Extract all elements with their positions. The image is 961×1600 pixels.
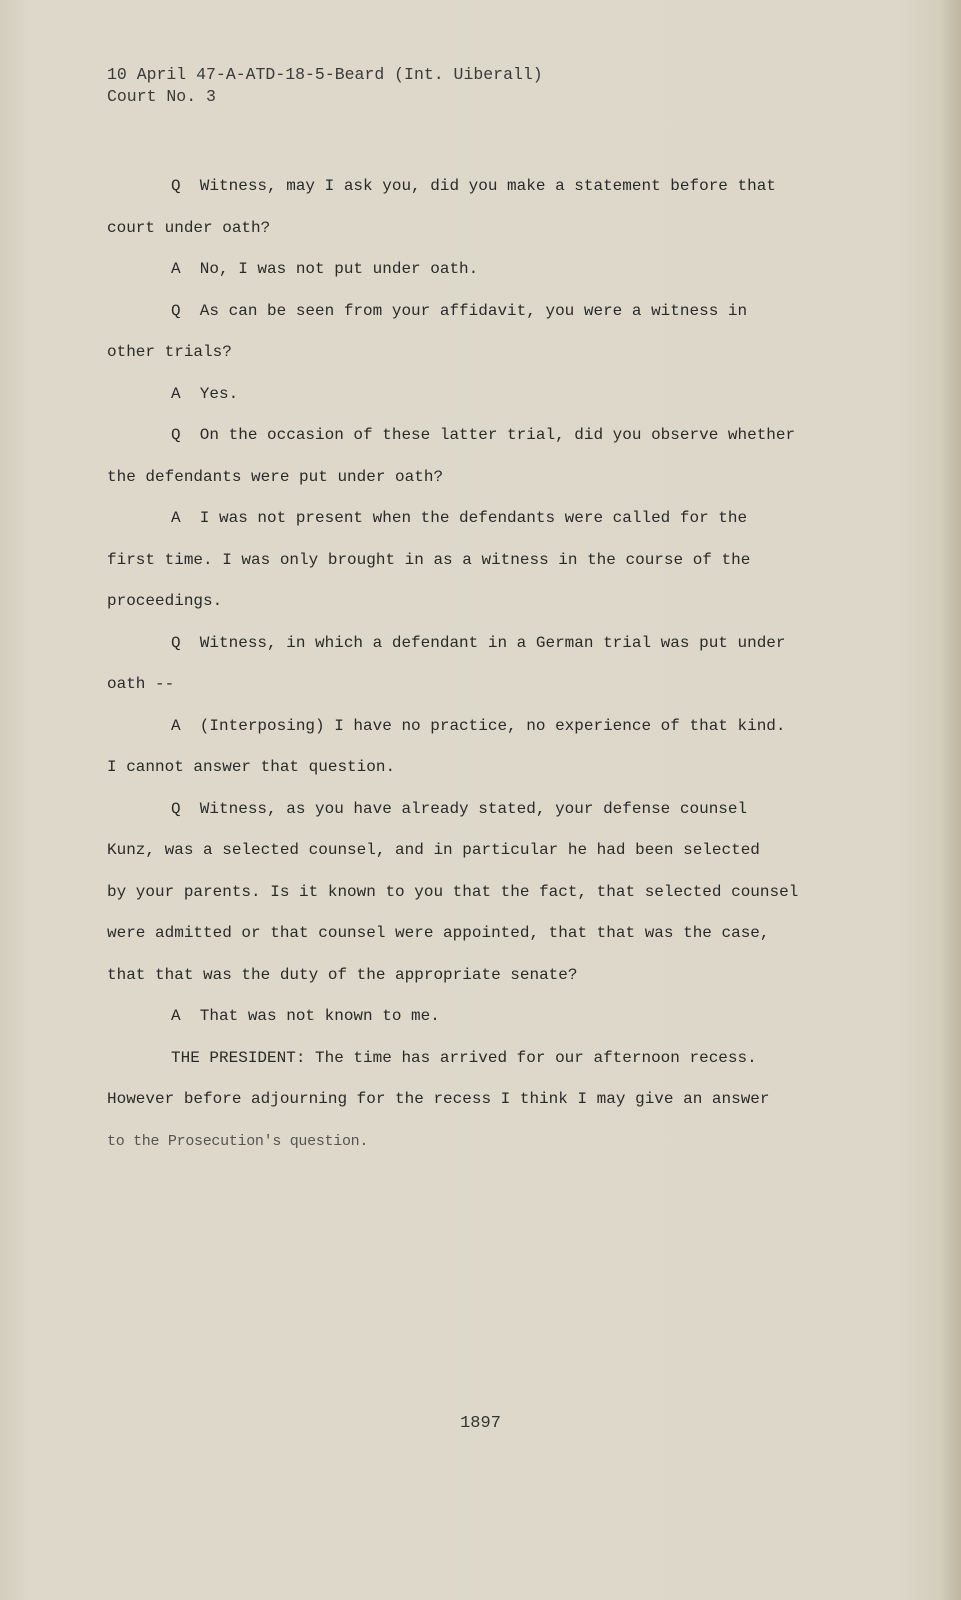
transcript-line: that that was the duty of the appropriate senate?	[107, 965, 578, 984]
page-number: 1897	[460, 1414, 501, 1433]
transcript-line: the defendants were put under oath?	[107, 467, 444, 486]
transcript-line: Q As can be seen from your affidavit, you were a witness in	[171, 301, 748, 320]
transcript-body	[107, 166, 847, 1162]
transcript-line: Q Witness, may I ask you, did you make a statement before that	[171, 177, 776, 195]
transcript-line: A (Interposing) I have no practice, no experience of that kind.	[171, 716, 786, 735]
transcript-line: A No, I was not put under oath.	[171, 260, 479, 278]
transcript-line: court under oath?	[107, 218, 271, 237]
transcript-line: proceedings.	[107, 592, 223, 610]
header-court-line: Court No. 3	[107, 87, 216, 106]
transcript-line: first time. I was only brought in as a witness in the course of the	[107, 550, 751, 569]
header-reference-line: 10 April 47-A-ATD-18-5-Beard (Int. Uiberall)	[107, 65, 543, 84]
transcript-line: Kunz, was a selected counsel, and in particular he had been selected	[107, 841, 760, 859]
transcript-line: Q Witness, in which a defendant in a German trial was put under	[171, 633, 786, 652]
transcript-line: However before adjourning for the recess I think I may give an answer	[107, 1090, 770, 1108]
transcript-line: Q On the occasion of these latter trial, did you observe whether	[171, 426, 796, 444]
transcript-line: oath --	[107, 675, 175, 693]
transcript-line: to the Prosecution's question.	[107, 1132, 369, 1150]
transcript-line: THE PRESIDENT: The time has arrived for our afternoon recess.	[171, 1048, 757, 1067]
transcript-line: other trials?	[107, 343, 232, 361]
page-edge-shadow	[939, 0, 961, 1600]
transcript-line: were admitted or that counsel were appointed, that that was the case,	[107, 924, 770, 942]
transcript-line: Q Witness, as you have already stated, your defense counsel	[171, 799, 748, 818]
document-header	[107, 64, 543, 108]
transcript-line: A That was not known to me.	[171, 1007, 440, 1025]
transcript-line: A I was not present when the defendants were called for the	[171, 509, 748, 527]
transcript-line: by your parents. Is it known to you that the fact, that selected counsel	[107, 882, 799, 901]
transcript-line: I cannot answer that question.	[107, 758, 396, 776]
transcript-line: A Yes.	[171, 384, 239, 403]
